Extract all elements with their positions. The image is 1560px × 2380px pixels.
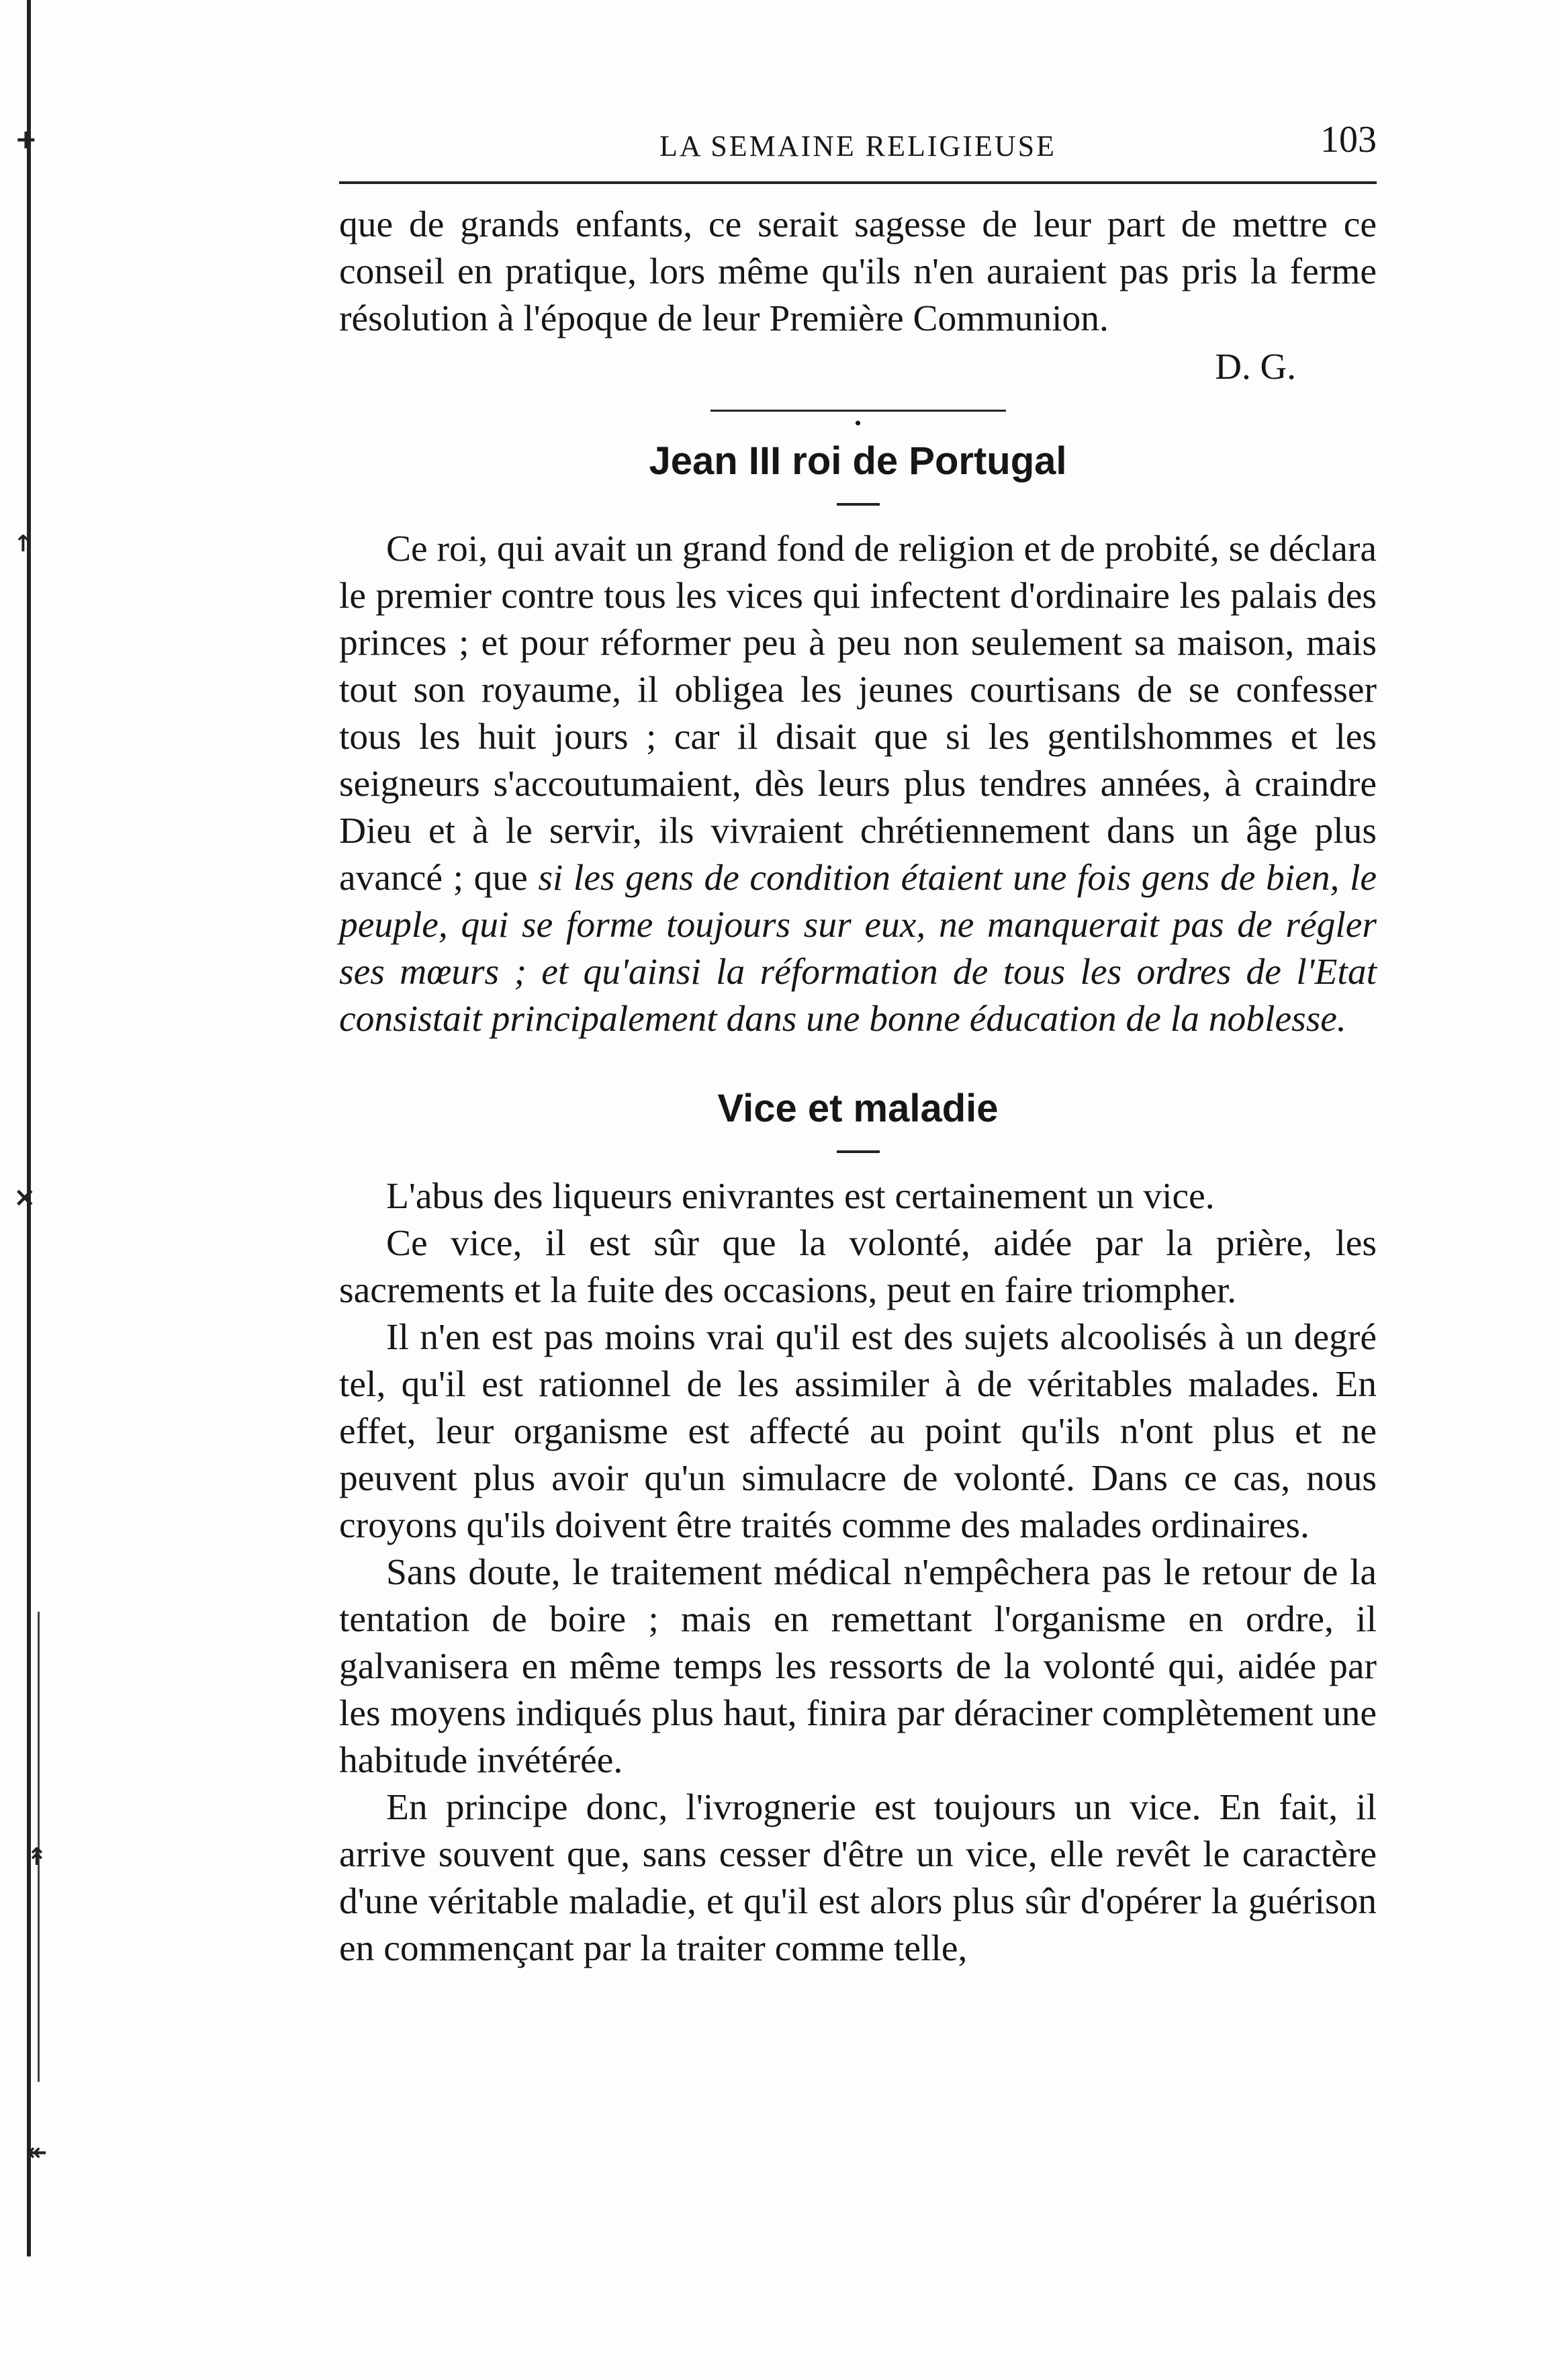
signature: D. G. xyxy=(1215,346,1296,387)
section1-paragraph xyxy=(339,526,1377,1043)
section2-paragraph: Il n'en est pas moins vrai qu'il est des sujets alcoolisés à un degré tel, qu'il est rationnel de les assimiler à de véritables malades. En effet, leur organisme est affecté au point qu'ils n'ont plus et ne peuvent plus avoir qu'un simulacre de volonté. Dans ce cas, nous croyons qu'ils doivent être traités comme des malades ordinaires. xyxy=(339,1317,1377,1546)
page-content xyxy=(339,114,1377,1972)
page-number: 103 xyxy=(1320,119,1377,161)
page-binding-edge xyxy=(27,0,31,2256)
section2-paragraph: En principe donc, l'ivrognerie est toujours un vice. En fait, il arrive souvent que, sans cesser d'être un vice, elle revêt le caractère d'une véritable maladie, et qu'il est alors plus sûr d'opérer la guérison en commençant par la traiter comme telle, xyxy=(339,1787,1377,1969)
margin-mark: ↑ xyxy=(13,531,33,557)
margin-mark: + xyxy=(15,124,38,155)
margin-mark: × xyxy=(13,1182,36,1213)
running-title: LA SEMAINE RELIGIEUSE xyxy=(659,130,1056,163)
section1-text-italic: si les gens de condition étaient une fois gens de bien, le peuple, qui se forme toujours sur eux, ne manquerait pas de régler ses mœurs ; et qu'ainsi la réformation de tous les ordres de l'Etat consistait principalement dans une bonne éducation de la noblesse. xyxy=(339,858,1377,1040)
margin-mark: ↟ xyxy=(27,1843,48,1871)
section2-paragraph: Sans doute, le traitement médical n'empêchera pas le retour de la tentation de boire ; mais en remettant l'organisme en ordre, il galvanisera en même temps les ressorts de la volonté qui, aidée par les moyens indiqués plus haut, finira par déraciner complètement une habitude invétérée. xyxy=(339,1552,1377,1781)
section-separator xyxy=(710,410,1006,412)
section1-text-roman: Ce roi, qui avait un grand fond de religion et de probité, se déclara le premier contre tous les vices qui infectent d'ordinaire les palais des princes ; et pour réformer peu à peu non seulement sa maison, mais tout son royaume, il obligea les jeunes courtisans de se confesser tous les huit jours ; car il disait que si les gentilshommes et les seigneurs s'accoutumaient, dès leurs plus tendres années, à craindre Dieu et à le servir, ils vivraient chrétiennement dans un âge plus avancé ; que xyxy=(339,529,1377,899)
section-title-jean-iii: Jean III roi de Portugal xyxy=(649,439,1067,483)
header-rule xyxy=(339,181,1377,184)
title-dash xyxy=(837,1150,880,1153)
section2-paragraph: Ce vice, il est sûr que la volonté, aidée par la prière, les sacrements et la fuite des occasions, peut en faire triompher. xyxy=(339,1223,1377,1311)
title-dash xyxy=(837,503,880,506)
margin-mark: ↞ xyxy=(27,2139,48,2166)
running-header xyxy=(339,114,1377,175)
separator-dot: • xyxy=(854,412,862,434)
intro-paragraph: que de grands enfants, ce serait sagesse de leur part de mettre ce conseil en pratique, lors même qu'ils n'en auraient pas pris la ferme résolution à l'époque de leur Première Communion. xyxy=(339,204,1377,339)
section2-paragraph: L'abus des liqueurs enivrantes est certainement un vice. xyxy=(386,1176,1215,1217)
section-title-vice-et-maladie: Vice et maladie xyxy=(717,1087,999,1130)
